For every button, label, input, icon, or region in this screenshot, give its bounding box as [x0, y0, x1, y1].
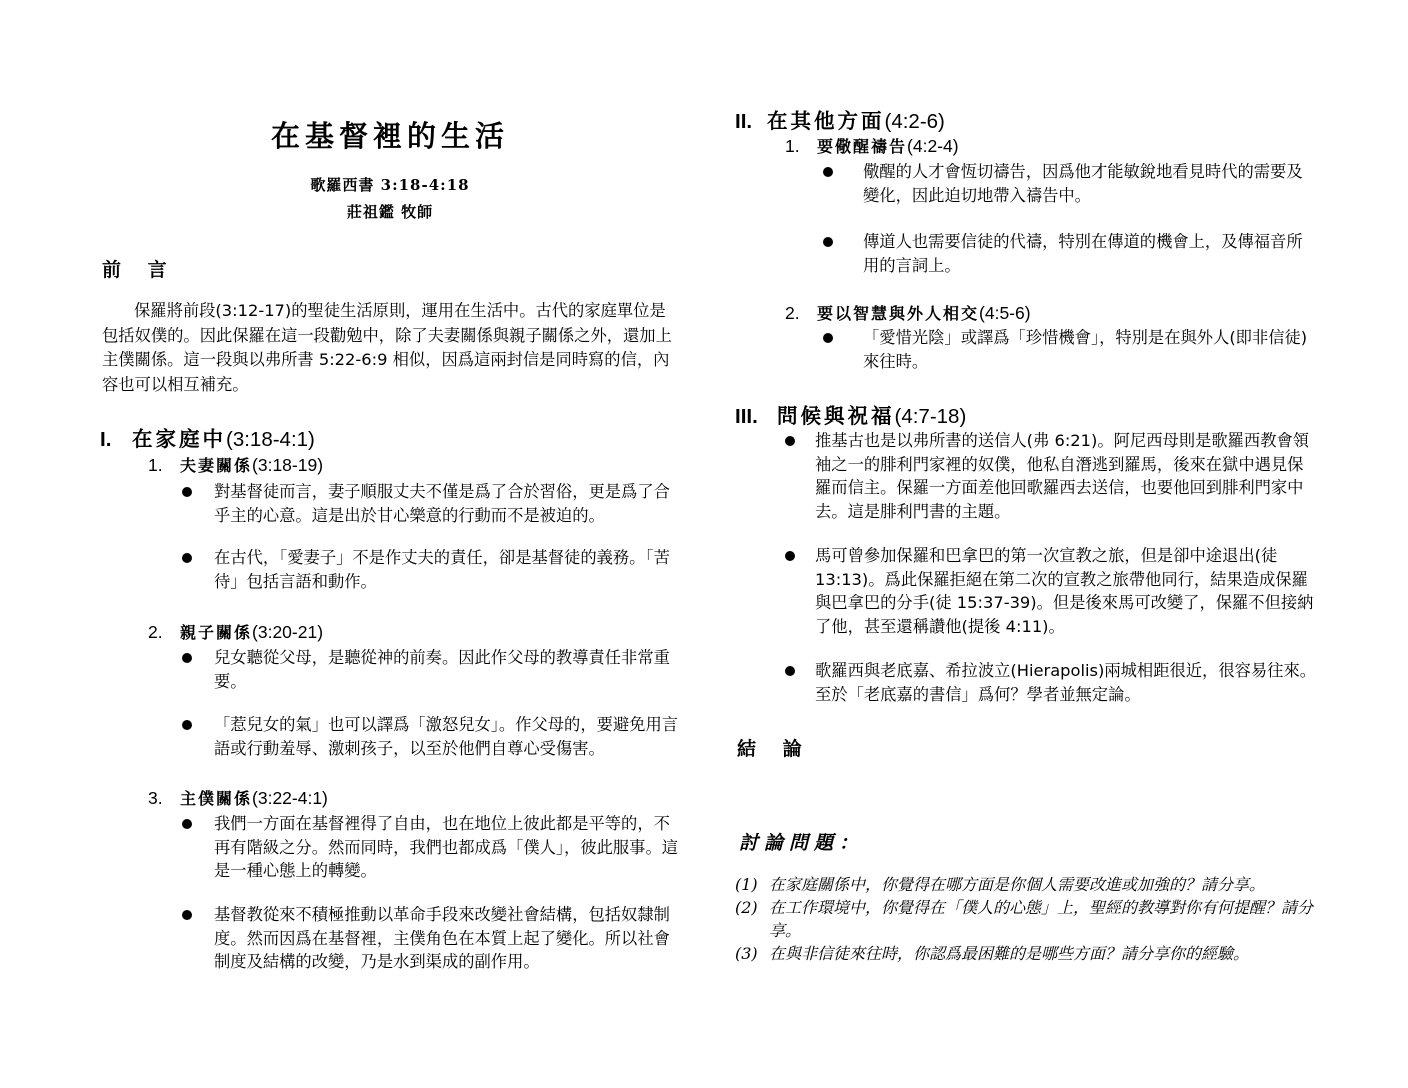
subsection-title: 親子關係 [180, 623, 253, 642]
section-reference: (3:18-4:1) [226, 428, 315, 451]
bullet-item [785, 429, 1317, 523]
bullet-icon [182, 653, 192, 663]
subsection-reference: (3:20-21) [252, 622, 324, 642]
bullet-icon [182, 910, 192, 920]
question-text: 在工作環境中，你覺得在「僕人的心態」上，聖經的教導對你有何提醒？請分享。 [769, 898, 1314, 940]
bullet-icon [823, 167, 833, 177]
subsection-number: 3. [148, 788, 163, 808]
intro-heading: 前 言 [102, 259, 177, 281]
bullet-item [182, 713, 682, 760]
question-number: (3) [735, 944, 758, 963]
bullet-icon [182, 819, 192, 829]
subsection-number: 2. [785, 303, 800, 323]
bullet-text: 「惹兒女的氣」也可以譯爲「激怒兒女」。作父母的，要避免用言語或行動羞辱、激刺孩子，以至於他們自尊心受傷害。 [214, 715, 679, 758]
section-heading-3 [735, 399, 966, 429]
bullet-item [823, 326, 1317, 373]
intro-paragraph: 保羅將前段(3:12-17)的聖徒生活原則，運用在生活中。古代的家庭單位是包括奴僕的。因此保羅在這一段勸勉中，除了夫妻關係與親子關係之外，還加上主僕關係。這一段與以弗所書 5:22-6:9 相似，因爲這兩封信是同時寫的信，內容也可以相互補充。 [102, 301, 672, 394]
discussion-questions [735, 873, 1315, 965]
subsection-heading [148, 786, 328, 809]
section-number: II. [735, 110, 753, 133]
question-text: 在家庭關係中，你覺得在哪方面是你個人需要改進或加強的？請分享。 [769, 875, 1266, 894]
bullet-item [182, 812, 682, 883]
subsection-heading [148, 453, 323, 476]
subsection-title: 夫妻關係 [180, 456, 253, 475]
discussion-question [735, 942, 1315, 965]
bullet-icon [823, 237, 833, 247]
speaker-name: 莊祖鑑 牧師 [346, 203, 434, 221]
bullet-icon [823, 333, 833, 343]
bullet-item [182, 546, 682, 593]
bullet-item [182, 646, 682, 693]
discussion-heading: 討論問題： [739, 832, 865, 854]
section-reference: (4:2-6) [884, 110, 945, 133]
subsection-title: 要以智慧與外人相交 [817, 304, 980, 323]
subsection-number: 2. [148, 622, 163, 642]
page-title: 在基督裡的生活 [270, 119, 509, 153]
bullet-text: 傳道人也需要信徒的代禱，特別在傳道的機會上，及傳福音所用的言詞上。 [863, 232, 1303, 275]
discussion-question [735, 873, 1315, 896]
section-heading-1 [100, 422, 315, 452]
bullet-icon [785, 436, 795, 446]
section-title: 在家庭中 [132, 427, 226, 451]
section-heading-2 [735, 104, 945, 134]
section-title: 在其他方面 [767, 109, 885, 133]
bullet-item [182, 903, 682, 974]
bullet-text: 「愛惜光陰」或譯爲「珍惜機會」，特別是在與外人(即非信徒)來往時。 [863, 328, 1308, 371]
subsection-reference: (3:18-19) [252, 455, 324, 475]
bullet-text: 歌羅西與老底嘉、希拉波立(Hierapolis)兩城相距很近，很容易往來。至於「老底嘉的書信」爲何？學者並無定論。 [815, 661, 1317, 704]
subsection-title: 要儆醒禱告 [817, 137, 908, 156]
bullet-item [182, 480, 682, 527]
bullet-text: 基督教從來不積極推動以革命手段來改變社會結構，包括奴隸制度。然而因爲在基督裡，主僕角色在本質上起了變化。所以社會制度及結構的改變，乃是水到渠成的副作用。 [214, 905, 670, 971]
question-number: (2) [735, 898, 758, 917]
conclusion-heading: 結 論 [737, 738, 812, 760]
bullet-text: 在古代，「愛妻子」不是作丈夫的責任，卻是基督徒的義務。「苦待」包括言語和動作。 [214, 548, 670, 591]
subsection-heading [148, 620, 323, 643]
bullet-text: 推基古也是以弗所書的送信人(弗 6:21)。阿尼西母則是歌羅西教會領袖之一的腓利門家裡的奴僕，他私自潛逃到羅馬，後來在獄中遇見保羅而信主。保羅一方面差他回歌羅西去送信，也要他回到腓利門家中去。這是腓利門書的主題。 [815, 431, 1310, 521]
bullet-item [785, 659, 1317, 706]
bullet-item [823, 230, 1317, 277]
bullet-text: 馬可曾參加保羅和巴拿巴的第一次宣教之旅，但是卻中途退出(徒 13:13)。爲此保羅拒絕在第二次的宣教之旅帶他同行，結果造成保羅與巴拿巴的分手(徒 15:37-39)。但是後來馬可改變了，保羅不但接納了他，甚至還稱讚他(提後 4:11)。 [815, 546, 1314, 636]
subsection-number: 1. [785, 136, 800, 156]
bullet-icon [785, 666, 795, 676]
subsection-heading [785, 134, 959, 157]
subsection-reference: (4:2-4) [907, 136, 959, 156]
subsection-reference: (3:22-4:1) [252, 788, 328, 808]
bullet-text: 儆醒的人才會恆切禱告，因爲他才能敏銳地看見時代的需要及變化，因此迫切地帶入禱告中。 [863, 162, 1303, 205]
subsection-heading [785, 301, 1031, 324]
subsection-title: 主僕關係 [180, 789, 253, 808]
section-reference: (4:7-18) [894, 405, 967, 428]
bullet-icon [785, 551, 795, 561]
section-title: 問候與祝福 [777, 404, 895, 428]
bullet-text: 我們一方面在基督裡得了自由，也在地位上彼此都是平等的，不再有階級之分。然而同時，我們也都成爲「僕人」，彼此服事。這是一種心態上的轉變。 [214, 814, 679, 880]
section-number: III. [735, 405, 758, 428]
section-number: I. [100, 428, 112, 451]
question-text: 在與非信徒來往時，你認爲最困難的是哪些方面？請分享你的經驗。 [769, 944, 1250, 963]
bullet-text: 兒女聽從父母，是聽從神的前奏。因此作父母的教導責任非常重要。 [214, 648, 670, 691]
bullet-item [785, 544, 1317, 638]
bullet-icon [182, 487, 192, 497]
bullet-text: 對基督徒而言，妻子順服丈夫不僅是爲了合於習俗，更是爲了合乎主的心意。這是出於甘心樂意的行動而不是被迫的。 [214, 482, 670, 525]
subsection-reference: (4:5-6) [979, 303, 1031, 323]
discussion-question [735, 896, 1315, 942]
bullet-icon [182, 553, 192, 563]
bullet-icon [182, 720, 192, 730]
question-number: (1) [735, 875, 758, 894]
subsection-number: 1. [148, 455, 163, 475]
scripture-reference: 歌羅西書 3:18-4:18 [310, 176, 470, 194]
bullet-item [823, 160, 1317, 207]
